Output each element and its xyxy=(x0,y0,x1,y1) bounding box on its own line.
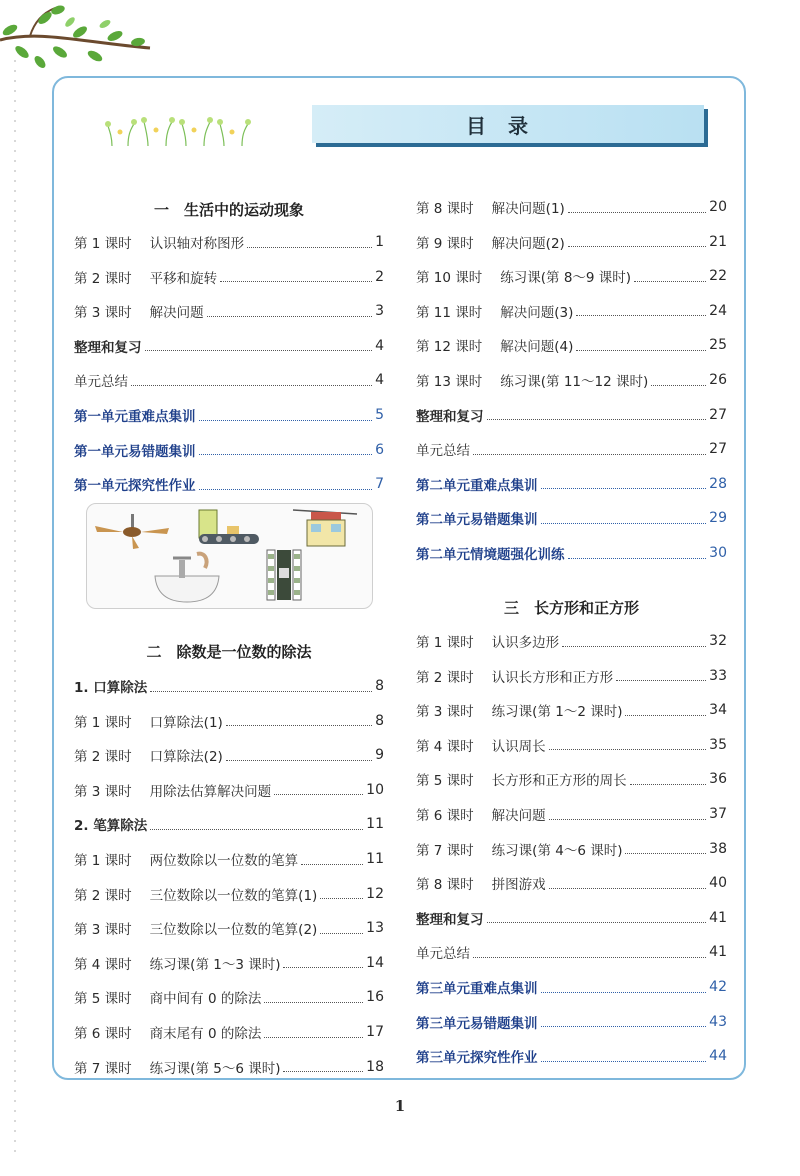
toc-entry[interactable] xyxy=(416,1046,727,1066)
toc-entry-page: 41 xyxy=(709,909,727,926)
toc-entry-title: 认识多边形 xyxy=(491,635,560,651)
toc-entry[interactable] xyxy=(416,735,727,755)
toc-entry-page: 1 xyxy=(375,234,384,250)
toc-entry[interactable] xyxy=(74,676,384,696)
leader-dots xyxy=(616,670,706,681)
toc-entry[interactable] xyxy=(74,267,384,287)
leader-dots xyxy=(549,739,707,750)
toc-entry-page: 21 xyxy=(709,233,727,250)
toc-entry-page: 14 xyxy=(366,954,384,971)
toc-entry-page: 30 xyxy=(709,545,727,561)
leader-dots xyxy=(562,636,706,647)
toc-entry-label: 第 2 课时 xyxy=(416,669,474,686)
leader-dots xyxy=(541,1051,707,1062)
toc-entry-label: 第 11 课时 xyxy=(416,304,483,321)
leader-dots xyxy=(625,843,706,854)
unit1-illustration-panel xyxy=(86,503,373,609)
toc-entry[interactable] xyxy=(416,474,727,494)
toc-entry[interactable] xyxy=(416,370,727,390)
toc-entry-title: 商末尾有 0 的除法 xyxy=(149,1026,262,1042)
toc-entry-title: 商中间有 0 的除法 xyxy=(149,991,262,1008)
toc-entry[interactable] xyxy=(416,631,727,651)
toc-entry[interactable] xyxy=(416,942,727,962)
toc-entry-page: 11 xyxy=(366,851,384,867)
toc-entry[interactable] xyxy=(416,266,727,286)
sprouts-decoration xyxy=(104,110,252,150)
toc-entry[interactable] xyxy=(416,1012,727,1032)
leader-dots xyxy=(220,271,372,282)
toc-entry-label: 第 8 课时 xyxy=(416,201,474,217)
leader-dots xyxy=(264,1027,363,1038)
toc-entry[interactable] xyxy=(416,232,727,252)
leader-dots xyxy=(320,923,363,934)
leader-dots xyxy=(487,409,707,420)
toc-entry-label: 第 8 课时 xyxy=(416,877,474,894)
toc-entry-page: 33 xyxy=(709,667,727,684)
toc-entry-title: 拼图游戏 xyxy=(491,877,546,894)
toc-entry-label: 第 10 课时 xyxy=(416,270,483,287)
leader-dots xyxy=(283,957,363,968)
unit-heading: 三 长方形和正方形 xyxy=(503,599,639,617)
leader-dots xyxy=(199,479,373,490)
toc-entry-page: 42 xyxy=(709,979,727,995)
leader-dots xyxy=(199,410,373,421)
leader-dots xyxy=(541,513,707,524)
toc-entry-page: 22 xyxy=(709,268,727,285)
leader-dots xyxy=(576,340,706,351)
toc-entry-label: 单元总结 xyxy=(416,443,470,460)
toc-entry-page: 12 xyxy=(366,885,384,902)
toc-entry-title: 练习课(第 8～9 课时) xyxy=(500,270,632,287)
leafy-branch-decoration xyxy=(0,0,160,75)
leader-dots xyxy=(199,444,373,455)
leader-dots xyxy=(283,1061,363,1072)
toc-entry-page: 25 xyxy=(709,337,727,354)
toc-entry-page: 17 xyxy=(366,1024,384,1040)
toc-entry[interactable] xyxy=(74,232,384,252)
toc-entry-page: 4 xyxy=(375,337,384,354)
toc-entry[interactable] xyxy=(74,884,384,904)
toc-entry-label: 第 6 课时 xyxy=(74,1026,132,1042)
toc-entry[interactable] xyxy=(416,666,727,686)
toc-entry-label: 第二单元重难点集训 xyxy=(416,477,538,494)
toc-entry[interactable] xyxy=(74,1057,384,1077)
leader-dots xyxy=(473,947,706,958)
toc-entry[interactable] xyxy=(74,440,384,460)
toc-entry[interactable] xyxy=(74,745,384,765)
toc-entry-title: 三位数除以一位数的笔算(2) xyxy=(149,922,318,939)
leader-dots xyxy=(630,774,707,785)
toc-entry-page: 24 xyxy=(709,302,727,319)
toc-entry[interactable] xyxy=(416,873,727,893)
leader-dots xyxy=(131,375,372,386)
toc-entry-title: 口算除法(2) xyxy=(149,749,223,766)
toc-entry-title: 长方形和正方形的周长 xyxy=(491,773,627,790)
toc-entry-label: 第 5 课时 xyxy=(74,991,132,1008)
toc-entry-title: 解决问题(3) xyxy=(500,304,574,321)
toc-entry-label: 第 1 课时 xyxy=(74,236,132,252)
toc-entry-title: 口算除法(1) xyxy=(149,714,223,731)
toc-entry-label: 第 1 课时 xyxy=(74,714,132,731)
leader-dots xyxy=(274,784,363,795)
toc-entry-title: 两位数除以一位数的笔算 xyxy=(149,853,299,869)
leader-dots xyxy=(247,237,372,248)
toc-entry[interactable] xyxy=(74,780,384,800)
leader-dots xyxy=(207,306,372,317)
toc-entry[interactable] xyxy=(74,336,384,356)
toc-entry-page: 7 xyxy=(375,476,384,493)
leader-dots xyxy=(473,444,706,455)
toc-entry-label: 第 2 课时 xyxy=(74,270,132,287)
toc-entry-title: 练习课(第 11～12 课时) xyxy=(500,374,649,390)
leader-dots xyxy=(568,548,707,559)
toc-entry-label: 第 1 课时 xyxy=(416,635,474,651)
toc-entry-label: 第二单元情境题强化训练 xyxy=(416,547,565,563)
toc-entry-page: 27 xyxy=(709,406,727,423)
toc-entry-label: 第一单元探究性作业 xyxy=(74,478,196,495)
toc-entry-page: 41 xyxy=(709,944,727,961)
toc-entry-label: 单元总结 xyxy=(416,946,470,963)
toc-entry-label: 第一单元重难点集训 xyxy=(74,409,196,425)
toc-entry[interactable] xyxy=(74,711,384,731)
toc-entry[interactable] xyxy=(416,908,727,928)
toc-entry-page: 26 xyxy=(709,372,727,388)
leader-dots xyxy=(541,982,707,993)
toc-entry[interactable] xyxy=(416,197,727,217)
unit-heading: 二 除数是一位数的除法 xyxy=(146,643,312,661)
toc-entry-label: 第 3 课时 xyxy=(74,305,132,322)
toc-entry-title: 三位数除以一位数的笔算(1) xyxy=(149,887,318,904)
toc-entry[interactable] xyxy=(416,543,727,563)
cable-car-image xyxy=(293,510,357,546)
toc-entry-label: 2. 笔算除法 xyxy=(74,818,148,835)
toc-entry-label: 整理和复习 xyxy=(74,339,142,356)
toc-entry-page: 36 xyxy=(709,771,727,788)
toc-entry-title: 认识长方形和正方形 xyxy=(491,669,614,686)
toc-entry-page: 8 xyxy=(375,712,384,729)
leader-dots xyxy=(301,854,363,865)
toc-entry-page: 37 xyxy=(709,806,727,822)
toc-entry[interactable] xyxy=(416,977,727,997)
toc-entry-page: 16 xyxy=(366,989,384,1006)
toc-entry-page: 38 xyxy=(709,840,727,857)
toc-entry-title: 练习课(第 1～2 课时) xyxy=(491,704,623,721)
toc-entry-label: 第 12 课时 xyxy=(416,339,483,356)
toc-entry-page: 34 xyxy=(709,702,727,719)
toc-entry-page: 28 xyxy=(709,475,727,492)
contents-title-bar xyxy=(312,105,704,143)
leader-dots xyxy=(150,681,372,692)
toc-entry-label: 第三单元易错题集训 xyxy=(416,1015,538,1032)
toc-entry-title: 平移和旋转 xyxy=(149,270,218,287)
leader-dots xyxy=(651,375,706,386)
toc-entry-page: 27 xyxy=(709,441,727,458)
toc-entry-label: 第二单元易错题集训 xyxy=(416,512,538,529)
motion-illustrations xyxy=(87,504,372,608)
toc-entry-label: 第 3 课时 xyxy=(74,783,132,800)
toc-entry-label: 第三单元探究性作业 xyxy=(416,1050,538,1067)
conveyor-belt-image xyxy=(199,510,259,544)
toc-entry-title: 认识轴对称图形 xyxy=(149,236,245,252)
toc-entry-page: 4 xyxy=(375,372,384,389)
leader-dots xyxy=(568,202,706,213)
toc-entry[interactable] xyxy=(74,370,384,390)
leader-dots xyxy=(320,888,363,899)
toc-entry[interactable] xyxy=(74,849,384,869)
toc-entry-page: 29 xyxy=(709,510,727,527)
toc-entry-label: 单元总结 xyxy=(74,374,128,391)
toc-entry-label: 第 9 课时 xyxy=(416,235,474,252)
toc-entry[interactable] xyxy=(74,953,384,973)
toc-entry-title: 练习课(第 1～3 课时) xyxy=(149,956,281,973)
toc-entry-label: 第 2 课时 xyxy=(74,749,132,766)
toc-entry-page: 40 xyxy=(709,875,727,892)
toc-entry-title: 解决问题(4) xyxy=(500,339,574,356)
toc-entry-title: 解决问题(2) xyxy=(491,235,565,252)
toc-entry-title: 练习课(第 5～6 课时) xyxy=(149,1060,281,1077)
toc-entry-label: 整理和复习 xyxy=(416,408,484,425)
leader-dots xyxy=(226,715,372,726)
toc-entry[interactable] xyxy=(416,508,727,528)
toc-entry-page: 44 xyxy=(709,1048,727,1065)
toc-entry-label: 1. 口算除法 xyxy=(74,680,148,696)
leader-dots xyxy=(541,478,707,489)
toc-entry-page: 35 xyxy=(709,736,727,753)
page-title: 目录 xyxy=(466,113,550,138)
toc-entry-label: 第一单元易错题集训 xyxy=(74,443,196,460)
toc-entry-title: 练习课(第 4～6 课时) xyxy=(491,842,623,859)
leader-dots xyxy=(568,236,706,247)
toc-entry-title: 认识周长 xyxy=(491,738,546,755)
toc-entry-page: 32 xyxy=(709,633,727,649)
toc-entry[interactable] xyxy=(416,769,727,789)
toc-entry-page: 43 xyxy=(709,1013,727,1030)
toc-entry-label: 第 3 课时 xyxy=(416,704,474,721)
leader-dots xyxy=(150,819,363,830)
toc-entry[interactable] xyxy=(416,839,727,859)
toc-entry-page: 3 xyxy=(375,303,384,320)
toc-entry-page: 5 xyxy=(375,407,384,423)
toc-entry-title: 解决问题 xyxy=(491,808,546,824)
toc-entry[interactable] xyxy=(74,814,384,834)
toc-entry[interactable] xyxy=(74,1022,384,1042)
toc-entry[interactable] xyxy=(74,301,384,321)
toc-entry-page: 13 xyxy=(366,920,384,937)
toc-entry-page: 8 xyxy=(375,678,384,694)
unit-heading: 一 生活中的运动现象 xyxy=(153,201,304,219)
leader-dots xyxy=(226,750,372,761)
toc-entry-label: 第 2 课时 xyxy=(74,887,132,904)
page-number: 1 xyxy=(394,1097,406,1115)
toc-entry-label: 整理和复习 xyxy=(416,911,484,928)
toc-entry-label: 第 4 课时 xyxy=(416,738,474,755)
leader-dots xyxy=(549,878,707,889)
toc-entry-label: 第三单元重难点集训 xyxy=(416,981,538,997)
toc-entry-label: 第 1 课时 xyxy=(74,853,132,869)
toc-entry-page: 11 xyxy=(366,816,384,833)
toc-entry-label: 第 3 课时 xyxy=(74,922,132,939)
toc-entry[interactable] xyxy=(416,700,727,720)
toc-entry-page: 10 xyxy=(366,781,384,798)
leader-dots xyxy=(625,705,706,716)
toc-entry-title: 解决问题(1) xyxy=(491,201,565,217)
toc-entry[interactable] xyxy=(74,918,384,938)
leader-dots xyxy=(634,271,706,282)
toc-entry-label: 第 7 课时 xyxy=(74,1060,132,1077)
toc-entry-label: 第 5 课时 xyxy=(416,773,474,790)
toc-entry-page: 6 xyxy=(375,441,384,458)
toc-entry[interactable] xyxy=(416,405,727,425)
toc-entry-page: 9 xyxy=(375,747,384,764)
toc-entry-title: 用除法估算解决问题 xyxy=(149,783,272,800)
toc-entry[interactable] xyxy=(74,474,384,494)
toc-entry-page: 2 xyxy=(375,268,384,285)
leader-dots xyxy=(541,1016,707,1027)
toc-entry-page: 18 xyxy=(366,1058,384,1075)
leader-dots xyxy=(549,809,707,820)
toc-entry-label: 第 13 课时 xyxy=(416,374,483,390)
toc-entry-page: 20 xyxy=(709,199,727,215)
toc-entry[interactable] xyxy=(74,405,384,425)
margin-dots xyxy=(14,60,16,1160)
leader-dots xyxy=(576,305,706,316)
ceiling-fan-image xyxy=(95,514,169,549)
toc-entry[interactable] xyxy=(74,987,384,1007)
toc-entry[interactable] xyxy=(416,301,727,321)
leader-dots xyxy=(487,912,707,923)
toc-entry-label: 第 6 课时 xyxy=(416,808,474,824)
toc-entry[interactable] xyxy=(416,804,727,824)
toc-entry-title: 解决问题 xyxy=(149,305,204,322)
toc-entry-label: 第 4 课时 xyxy=(74,956,132,973)
leader-dots xyxy=(264,992,363,1003)
leader-dots xyxy=(145,340,373,351)
faucet-basin-image xyxy=(155,554,219,602)
toc-entry-label: 第 7 课时 xyxy=(416,842,474,859)
toc-entry[interactable] xyxy=(416,335,727,355)
elevator-image xyxy=(267,550,301,600)
toc-entry[interactable] xyxy=(416,439,727,459)
